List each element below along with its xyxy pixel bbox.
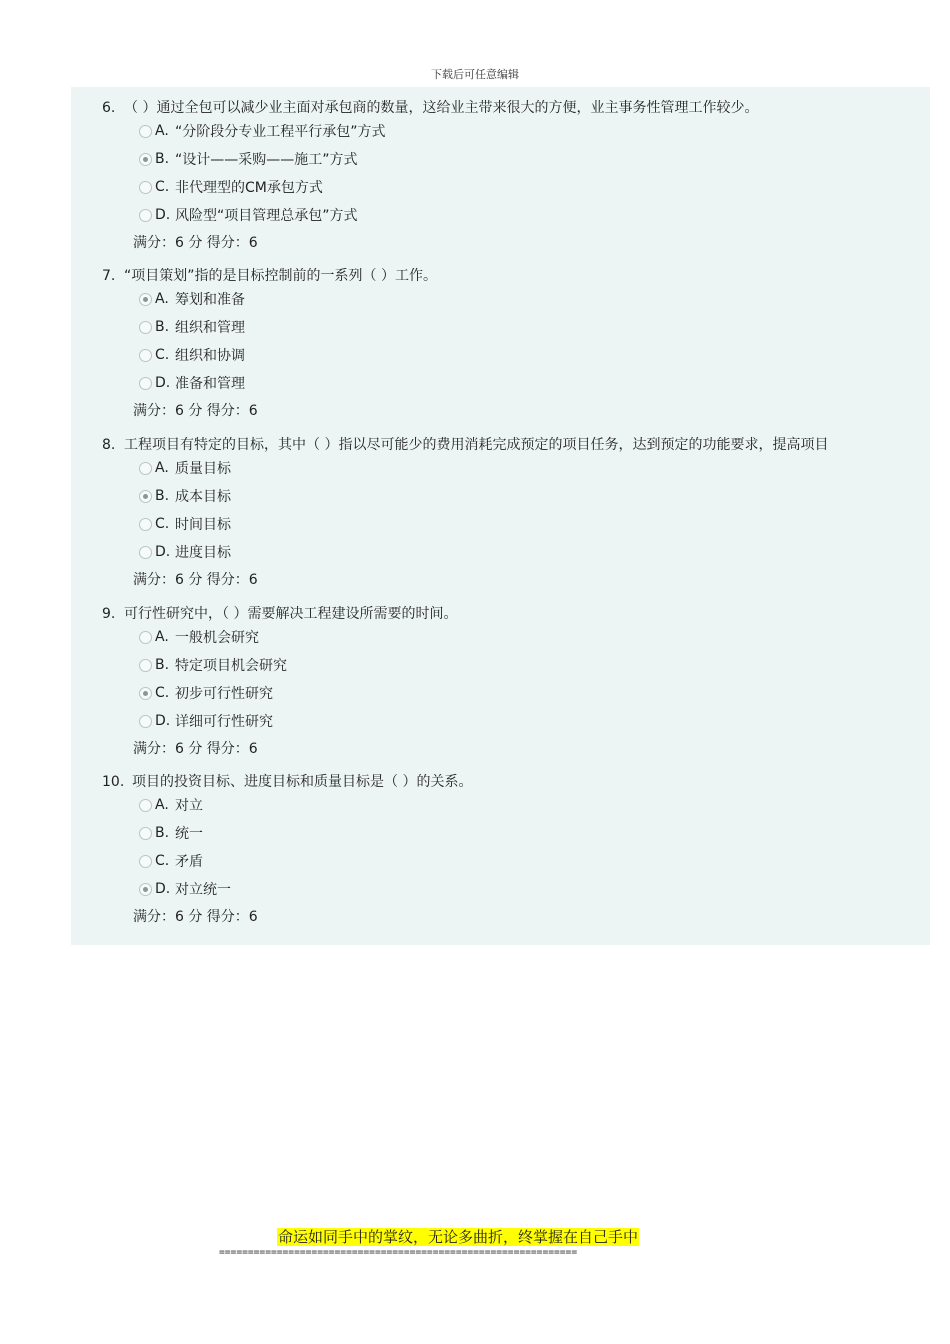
option-letter: B. bbox=[155, 825, 170, 841]
option-c[interactable] bbox=[139, 513, 231, 535]
score-line: 满分：6 分 得分：6 bbox=[133, 909, 258, 925]
question-stem bbox=[102, 435, 828, 455]
question-9 bbox=[71, 593, 930, 761]
option-letter: C. bbox=[155, 516, 170, 532]
option-letter: B. bbox=[155, 488, 170, 504]
radio-button[interactable] bbox=[139, 518, 152, 531]
question-text: 可行性研究中，（ ）需要解决工程建设所需要的时间。 bbox=[124, 606, 458, 622]
radio-button[interactable] bbox=[139, 125, 152, 138]
question-number: 6. bbox=[102, 100, 116, 116]
option-letter: C. bbox=[155, 853, 170, 869]
option-letter: B. bbox=[155, 657, 170, 673]
option-text: 统一 bbox=[175, 826, 203, 842]
question-text: （ ）通过全包可以减少业主面对承包商的数量，这给业主带来很大的方便，业主事务性管理工作较少。 bbox=[124, 100, 759, 116]
option-text: 详细可行性研究 bbox=[175, 714, 273, 730]
option-letter: D. bbox=[155, 375, 171, 391]
option-letter: C. bbox=[155, 179, 170, 195]
question-number: 9. bbox=[102, 606, 116, 622]
option-c[interactable] bbox=[139, 344, 245, 366]
question-text: “项目策划”指的是目标控制前的一系列（ ）工作。 bbox=[124, 268, 437, 284]
option-letter: D. bbox=[155, 207, 171, 223]
footer-motto: 命运如同手中的掌纹，无论多曲折，终掌握在自己手中 bbox=[278, 1228, 639, 1246]
option-letter: A. bbox=[155, 629, 169, 645]
score-line: 满分：6 分 得分：6 bbox=[133, 572, 258, 588]
footer-divider: ============================================================== bbox=[219, 1247, 578, 1258]
option-a[interactable] bbox=[139, 794, 203, 816]
radio-button[interactable] bbox=[139, 377, 152, 390]
option-letter: A. bbox=[155, 291, 169, 307]
radio-button-selected[interactable] bbox=[139, 883, 152, 896]
radio-button[interactable] bbox=[139, 659, 152, 672]
option-b[interactable] bbox=[139, 148, 358, 170]
option-d[interactable] bbox=[139, 372, 245, 394]
option-c[interactable] bbox=[139, 850, 203, 872]
option-letter: D. bbox=[155, 544, 171, 560]
question-stem bbox=[102, 98, 758, 118]
question-text: 项目的投资目标、进度目标和质量目标是（ ）的关系。 bbox=[132, 774, 473, 790]
question-stem bbox=[102, 772, 472, 792]
radio-button[interactable] bbox=[139, 827, 152, 840]
option-a[interactable] bbox=[139, 626, 259, 648]
option-text: “设计——采购——施工”方式 bbox=[175, 152, 358, 168]
question-10 bbox=[71, 761, 930, 929]
option-d[interactable] bbox=[139, 204, 358, 226]
option-c[interactable] bbox=[139, 176, 323, 198]
radio-button-selected[interactable] bbox=[139, 293, 152, 306]
radio-button[interactable] bbox=[139, 715, 152, 728]
score-line: 满分：6 分 得分：6 bbox=[133, 741, 258, 757]
option-text: 风险型“项目管理总承包”方式 bbox=[175, 208, 358, 224]
option-text: “分阶段分专业工程平行承包”方式 bbox=[175, 124, 386, 140]
question-number: 10. bbox=[102, 774, 125, 790]
quiz-panel bbox=[71, 87, 930, 945]
option-text: 质量目标 bbox=[175, 461, 231, 477]
option-a[interactable] bbox=[139, 457, 231, 479]
question-number: 7. bbox=[102, 268, 116, 284]
option-b[interactable] bbox=[139, 654, 287, 676]
option-a[interactable] bbox=[139, 120, 386, 142]
option-text: 时间目标 bbox=[175, 517, 231, 533]
option-b[interactable] bbox=[139, 316, 245, 338]
option-letter: D. bbox=[155, 881, 171, 897]
option-text: 组织和协调 bbox=[175, 348, 245, 364]
option-text: 一般机会研究 bbox=[175, 630, 259, 646]
option-b[interactable] bbox=[139, 822, 203, 844]
radio-button[interactable] bbox=[139, 209, 152, 222]
radio-button-selected[interactable] bbox=[139, 687, 152, 700]
option-letter: A. bbox=[155, 123, 169, 139]
option-letter: A. bbox=[155, 797, 169, 813]
option-d[interactable] bbox=[139, 541, 231, 563]
option-text: 对立 bbox=[175, 798, 203, 814]
option-letter: B. bbox=[155, 151, 170, 167]
option-text: 成本目标 bbox=[175, 489, 231, 505]
radio-button[interactable] bbox=[139, 349, 152, 362]
option-text: 对立统一 bbox=[175, 882, 231, 898]
radio-button[interactable] bbox=[139, 799, 152, 812]
option-letter: C. bbox=[155, 685, 170, 701]
score-line: 满分：6 分 得分：6 bbox=[133, 403, 258, 419]
option-b[interactable] bbox=[139, 485, 231, 507]
radio-button[interactable] bbox=[139, 321, 152, 334]
option-text: 矛盾 bbox=[175, 854, 203, 870]
option-text: 初步可行性研究 bbox=[175, 686, 273, 702]
question-number: 8. bbox=[102, 437, 116, 453]
question-6 bbox=[71, 87, 930, 255]
option-d[interactable] bbox=[139, 878, 231, 900]
option-letter: D. bbox=[155, 713, 171, 729]
option-text: 非代理型的CM承包方式 bbox=[175, 180, 323, 196]
radio-button[interactable] bbox=[139, 631, 152, 644]
question-stem bbox=[102, 604, 457, 624]
option-text: 组织和管理 bbox=[175, 320, 245, 336]
radio-button[interactable] bbox=[139, 546, 152, 559]
option-text: 准备和管理 bbox=[175, 376, 245, 392]
radio-button[interactable] bbox=[139, 462, 152, 475]
radio-button[interactable] bbox=[139, 855, 152, 868]
page-header-note: 下载后可任意编辑 bbox=[431, 68, 519, 81]
option-letter: A. bbox=[155, 460, 169, 476]
option-letter: B. bbox=[155, 319, 170, 335]
option-a[interactable] bbox=[139, 288, 245, 310]
question-stem bbox=[102, 266, 437, 286]
question-7 bbox=[71, 255, 930, 423]
radio-button-selected[interactable] bbox=[139, 153, 152, 166]
option-d[interactable] bbox=[139, 710, 273, 732]
option-text: 进度目标 bbox=[175, 545, 231, 561]
option-text: 筹划和准备 bbox=[175, 292, 245, 308]
radio-button-selected[interactable] bbox=[139, 490, 152, 503]
option-letter: C. bbox=[155, 347, 170, 363]
score-line: 满分：6 分 得分：6 bbox=[133, 235, 258, 251]
question-text: 工程项目有特定的目标，其中（ ）指以尽可能少的费用消耗完成预定的项目任务，达到预定的功能要求，提高项目 bbox=[124, 437, 829, 453]
question-8 bbox=[71, 424, 930, 592]
option-text: 特定项目机会研究 bbox=[175, 658, 287, 674]
radio-button[interactable] bbox=[139, 181, 152, 194]
option-c[interactable] bbox=[139, 682, 273, 704]
